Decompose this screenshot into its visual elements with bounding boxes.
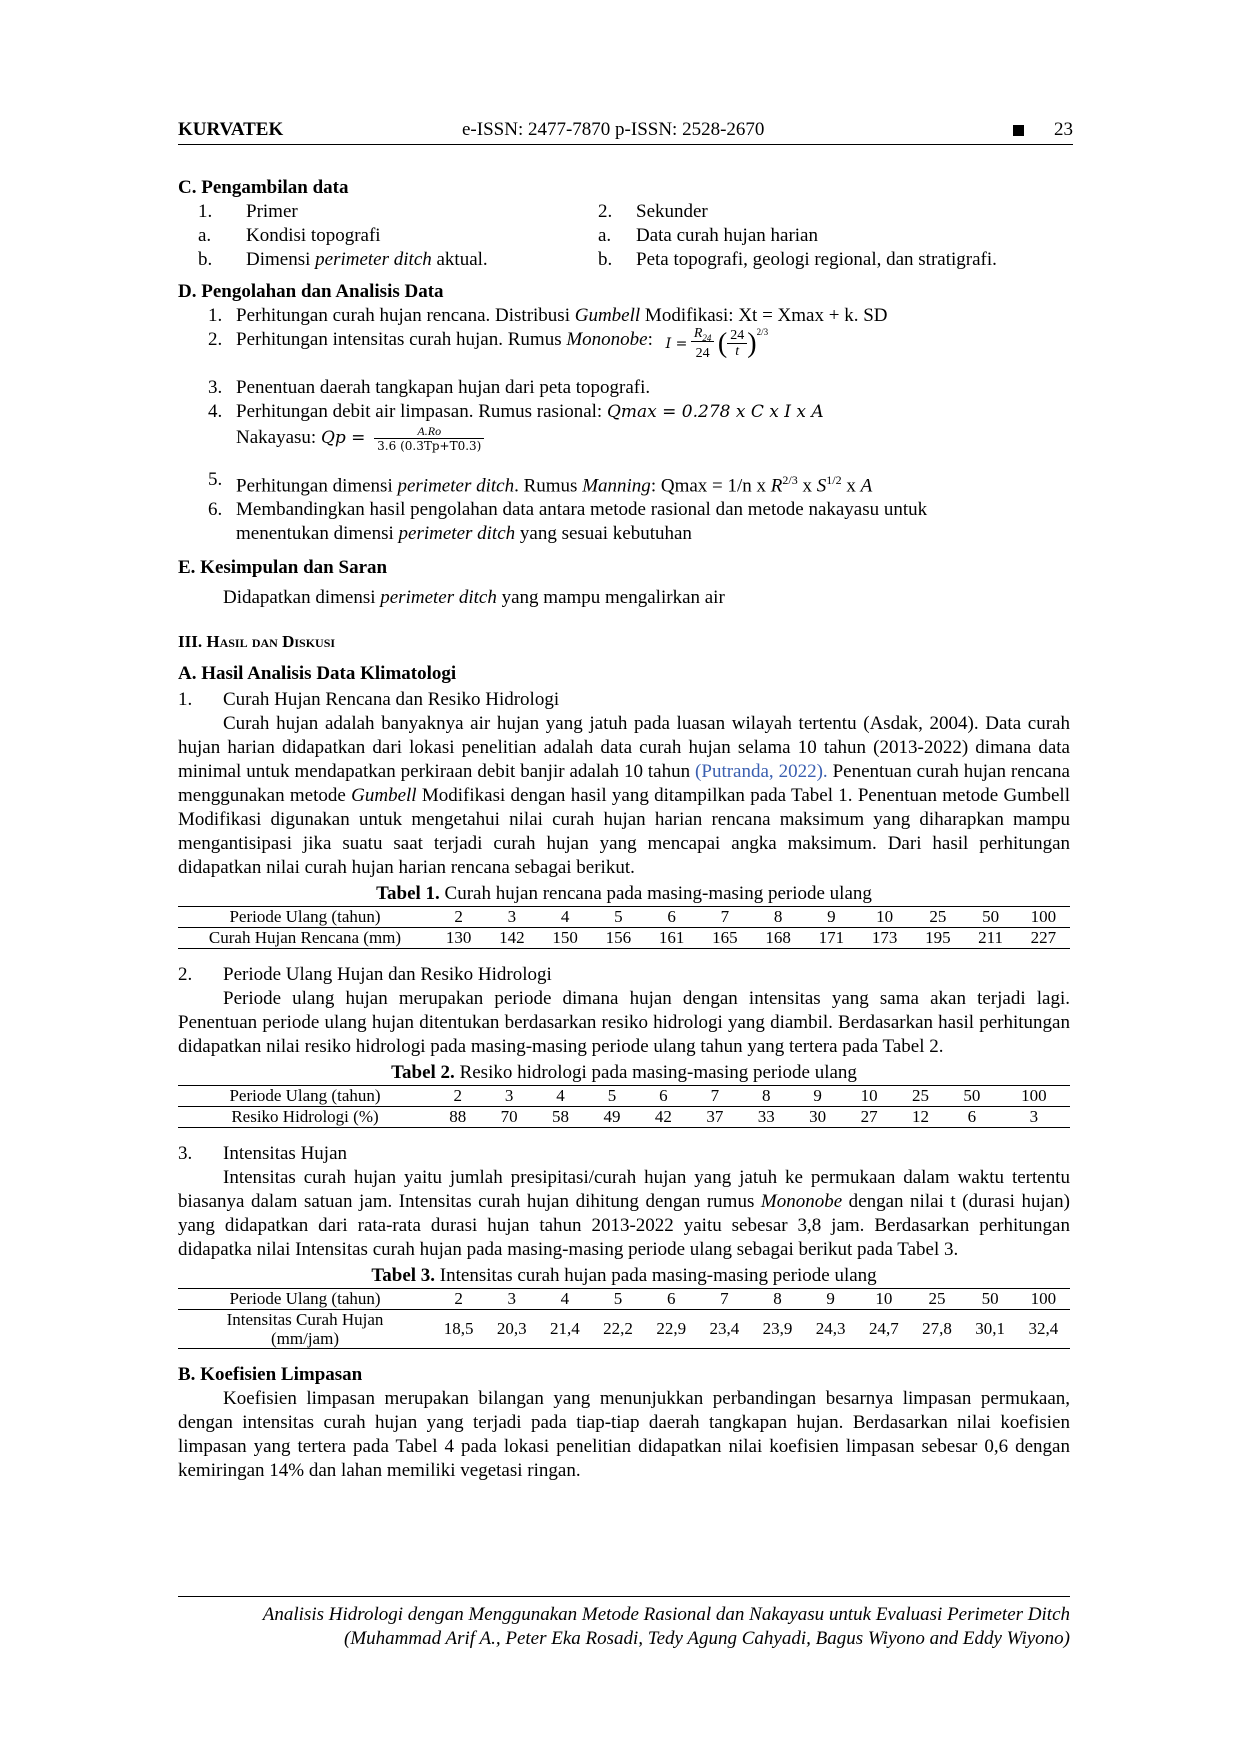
section-e-text: Didapatkan dimensi perimeter ditch yang mampu mengalirkan air: [223, 587, 725, 609]
table-cell: 142: [485, 928, 538, 949]
table-cell: 27: [843, 1107, 894, 1128]
c-row1-marker: a.: [198, 225, 212, 246]
table-cell: 173: [858, 928, 911, 949]
table-cell: 3: [483, 1086, 534, 1107]
running-footer: [178, 1596, 1070, 1651]
table-cell: 227: [1017, 928, 1070, 949]
table-cell: 195: [911, 928, 964, 949]
table-cell: 23,9: [751, 1310, 804, 1349]
table-cell: 24,7: [857, 1310, 910, 1349]
table-cell: 6: [946, 1107, 997, 1128]
c-row1-marker2: a.: [598, 225, 612, 246]
table-cell: 6: [645, 907, 698, 928]
table3-caption: Tabel 3. Intensitas curah hujan pada masing-masing periode ulang: [371, 1265, 877, 1287]
mononobe-formula: $I = \frac{R_{24}}{24}$ ($\frac{24}{t}$ )$^{2/3}$: [665, 326, 769, 361]
subsection-1-title: 1. Curah Hujan Rencana dan Resiko Hidrologi: [178, 689, 560, 711]
table1-caption: Tabel 1. Curah hujan rencana pada masing-masing periode ulang: [376, 883, 872, 905]
table-cell: 20,3: [485, 1310, 538, 1349]
table-cell: 3: [485, 1289, 538, 1310]
table-cell: 150: [539, 928, 592, 949]
c-row2-marker2: b.: [598, 249, 613, 270]
table-cell: 12: [895, 1107, 946, 1128]
c-col2-title: Sekunder: [636, 201, 708, 222]
c-row1-text: Kondisi topografi: [246, 225, 381, 246]
table-cell: 27,8: [910, 1310, 963, 1349]
table-cell: 50: [965, 907, 1017, 928]
list-item: 2. Perhitungan intensitas curah hujan. Rumus Mononobe: $I = \frac{R_{24}}{24}$ ($\frac{24}{t}$ )$^{2/3}$: [208, 326, 769, 361]
table-cell: 18,5: [432, 1310, 485, 1349]
table-cell: 32,4: [1017, 1310, 1070, 1349]
table-cell: 50: [964, 1289, 1017, 1310]
table-cell: 30,1: [964, 1310, 1017, 1349]
table-cell: 42: [638, 1107, 689, 1128]
c-col2-number: 2.: [598, 201, 613, 222]
page-number: 23: [1054, 119, 1073, 140]
table-cell: 33: [741, 1107, 792, 1128]
table-cell: 8: [751, 1289, 804, 1310]
table-cell: 5: [586, 1086, 637, 1107]
table-cell: 4: [538, 1289, 591, 1310]
c-col1-number: 1.: [198, 201, 213, 222]
section-d-list: [178, 304, 1070, 546]
square-bullet-icon: [1013, 125, 1024, 136]
table1: Periode Ulang (tahun) 2 3 4 5 6 7 8 9 10 25 50 100 Curah Hujan Rencana (mm) 130 142 150 156 161 165 168 171 173 195 211 227: [178, 906, 1070, 949]
table-cell: 2: [432, 1086, 483, 1107]
table-cell: 58: [535, 1107, 586, 1128]
table-cell: 171: [805, 928, 858, 949]
page-body: [178, 176, 1070, 1483]
table-cell: 9: [804, 1289, 857, 1310]
table-cell: 4: [535, 1086, 586, 1107]
table-cell: 7: [698, 1289, 751, 1310]
table-cell: 6: [638, 1086, 689, 1107]
list-item: 6. Membandingkan hasil pengolahan data antara metode rasional dan metode nakayasu untuk menentukan dimensi perimeter ditch yang sesuai kebutuhan: [208, 499, 928, 545]
section-c-title: C. Pengambilan data: [178, 177, 349, 198]
table-cell: 100: [998, 1086, 1070, 1107]
paragraph-koefisien: Koefisien limpasan merupakan bilangan yang menunjukkan perbandingan besarnya limpasan permukaan, dengan intensitas curah hujan yang terjadi pada tiap-tiap daerah tangkapan hujan. Berdasarkan nilai koefisien limpasan yang tertera pada Tabel 4 pada lokasi penelitian didapatkan nilai koefisien limpasan sebesar 0,6 dengan kemiringan 14% dan lahan memiliki vegetasi ringan.: [178, 1388, 1070, 1482]
table-cell: 8: [741, 1086, 792, 1107]
table-cell: 88: [432, 1107, 483, 1128]
table-cell: 6: [645, 1289, 698, 1310]
table-cell: 70: [483, 1107, 534, 1128]
paragraph-intensitas: Intensitas curah hujan yaitu jumlah presipitasi/curah hujan yang jatuh ke permukaan dalam waktu tertentu biasanya dalam satuan jam. Intensitas curah hujan dihitung dengan rumus Mononobe dengan nilai t (durasi hujan) yang didapatkan dari rata-rata durasi hujan tahun 2013-2022 yaitu sebesar 3,8 jam. Berdasarkan perhitungan didapatka nilai Intensitas curah hujan pada masing-masing periode ulang sebagai berikut pada Tabel 3.: [178, 1167, 1070, 1261]
table-cell: 5: [592, 907, 645, 928]
table-cell: 4: [539, 907, 592, 928]
table-cell: 10: [843, 1086, 894, 1107]
section-c-row: [178, 248, 1070, 272]
issn-text: e-ISSN: 2477-7870 p-ISSN: 2528-2670: [462, 119, 765, 140]
table-cell: 8: [752, 907, 805, 928]
subsection-3-title: 3. Intensitas Hujan: [178, 1143, 348, 1165]
table-cell: 165: [698, 928, 751, 949]
section-d-title: D. Pengolahan dan Analisis Data: [178, 281, 444, 302]
footer-authors: (Muhammad Arif A., Peter Eka Rosadi, Tedy Agung Cahyadi, Bagus Wiyono and Eddy Wiyono): [344, 1628, 1070, 1649]
table3: Periode Ulang (tahun) 2 3 4 5 6 7 8 9 10 25 50 100 Intensitas Curah Hujan (mm/jam) 18,5 20,3 21,4 22,2 22,9 23,4 23,9 24,3 24,7 27,8 30,1 32,4: [178, 1288, 1070, 1349]
table-cell: 100: [1017, 907, 1070, 928]
table2-caption: Tabel 2. Resiko hidrologi pada masing-masing periode ulang: [391, 1062, 857, 1084]
paragraph-curah-hujan: Curah hujan adalah banyaknya air hujan yang jatuh pada luasan wilayah tertentu (Asdak, 2004). Data curah hujan harian didapatkan dari lokasi penelitian adalah data curah hujan selama 10 tahun (2013-2022) dimana data minimal untuk mendapatkan perkiraan debit banjir adalah 10 tahun (Putranda, 2022). Penentuan curah hujan rencana menggunakan metode Gumbell Modifikasi dengan hasil yang ditampilkan pada Tabel 1. Penentuan metode Gumbell Modifikasi digunakan untuk mengetahui nilai curah hujan harian rencana maksimum yang diharapkan mampu mengantisipasi jika suatu saat terjadi curah hujan yang mencapai angka maksimum. Dari hasil perhitungan didapatkan nilai curah hujan harian rencana sebagai berikut.: [178, 713, 1070, 879]
table-cell: 7: [698, 907, 751, 928]
subsection-2-title: 2. Periode Ulang Hujan dan Resiko Hidrologi: [178, 964, 552, 986]
table-cell: 10: [857, 1289, 910, 1310]
citation-putranda: (Putranda, 2022).: [695, 761, 828, 783]
table-cell: 211: [965, 928, 1017, 949]
c-col1-title: Primer: [246, 201, 298, 222]
table-cell: 156: [592, 928, 645, 949]
table-cell: 25: [895, 1086, 946, 1107]
list-item: 5. Perhitungan dimensi perimeter ditch. Rumus Manning: Qmax = 1/n x $R^{2/3}$ x $S^{1/2}$ x A: [208, 469, 873, 497]
table-cell: 130: [432, 928, 485, 949]
table-cell: 9: [805, 907, 858, 928]
list-item: 3. Penentuan daerah tangkapan hujan dari peta topografi.: [208, 377, 651, 398]
paragraph-periode-ulang: Periode ulang hujan merupakan periode dimana hujan dengan intensitas yang sama akan terjadi lagi. Penentuan periode ulang hujan ditentukan berdasarkan resiko hidrologi yang diambil. Berdasarkan hasil perhitungan didapatkan nilai resiko hidrologi pada masing-masing periode ulang tahun yang tertera pada Tabel 2.: [178, 988, 1070, 1058]
table-cell: 100: [1017, 1289, 1070, 1310]
journal-name: KURVATEK: [178, 119, 284, 140]
table-cell: 21,4: [538, 1310, 591, 1349]
table-cell: 22,9: [645, 1310, 698, 1349]
table-cell: 2: [432, 907, 485, 928]
section-c-row: [178, 224, 1070, 248]
section-c-heading-row: [178, 200, 1070, 224]
c-row2-text2: Peta topografi, geologi regional, dan stratigrafi.: [636, 249, 997, 270]
table-cell: 37: [689, 1107, 740, 1128]
table-cell: 25: [911, 907, 964, 928]
table-cell: 24,3: [804, 1310, 857, 1349]
c-row2-marker: b.: [198, 249, 213, 270]
running-header: [178, 118, 1073, 145]
footer-title: Analisis Hidrologi dengan Menggunakan Metode Rasional dan Nakayasu untuk Evaluasi Perimeter Ditch: [262, 1604, 1070, 1625]
table-cell: 25: [910, 1289, 963, 1310]
table-cell: 7: [689, 1086, 740, 1107]
table-cell: 168: [752, 928, 805, 949]
table-cell: 9: [792, 1086, 843, 1107]
table-cell: 2: [432, 1289, 485, 1310]
table2: Periode Ulang (tahun) 2 3 4 5 6 7 8 9 10 25 50 100 Resiko Hidrologi (%) 88 70 58 49 42 37 33 30 27 12 6 3: [178, 1085, 1070, 1128]
section-iii-title: III. Hasil dan Diskusi: [178, 632, 336, 652]
table-cell: 22,2: [591, 1310, 644, 1349]
section-e-title: E. Kesimpulan dan Saran: [178, 557, 388, 579]
table-cell: 5: [591, 1289, 644, 1310]
table-cell: 3: [485, 907, 538, 928]
section-a-title: A. Hasil Analisis Data Klimatologi: [178, 663, 457, 685]
list-item: 1. Perhitungan curah hujan rencana. Distribusi Gumbell Modifikasi: Xt = Xmax + k. SD: [208, 305, 888, 326]
table-cell: 3: [998, 1107, 1070, 1128]
c-row2-text: Dimensi perimeter ditch aktual.: [246, 249, 488, 270]
c-row1-text2: Data curah hujan harian: [636, 225, 818, 246]
table-cell: 23,4: [698, 1310, 751, 1349]
table-cell: 161: [645, 928, 698, 949]
list-item: 4. Perhitungan debit air limpasan. Rumus rasional: Qmax = 0.278 x C x I x A: [208, 401, 824, 422]
table-cell: 50: [946, 1086, 997, 1107]
table-cell: 30: [792, 1107, 843, 1128]
table-cell: 49: [586, 1107, 637, 1128]
section-b-title: B. Koefisien Limpasan: [178, 1364, 363, 1386]
table-cell: 10: [858, 907, 911, 928]
nakayasu-formula: Nakayasu: Qp = $\frac{A.Ro}{3.6 (0.3Tp+T0.3)}$: [178, 424, 1070, 468]
